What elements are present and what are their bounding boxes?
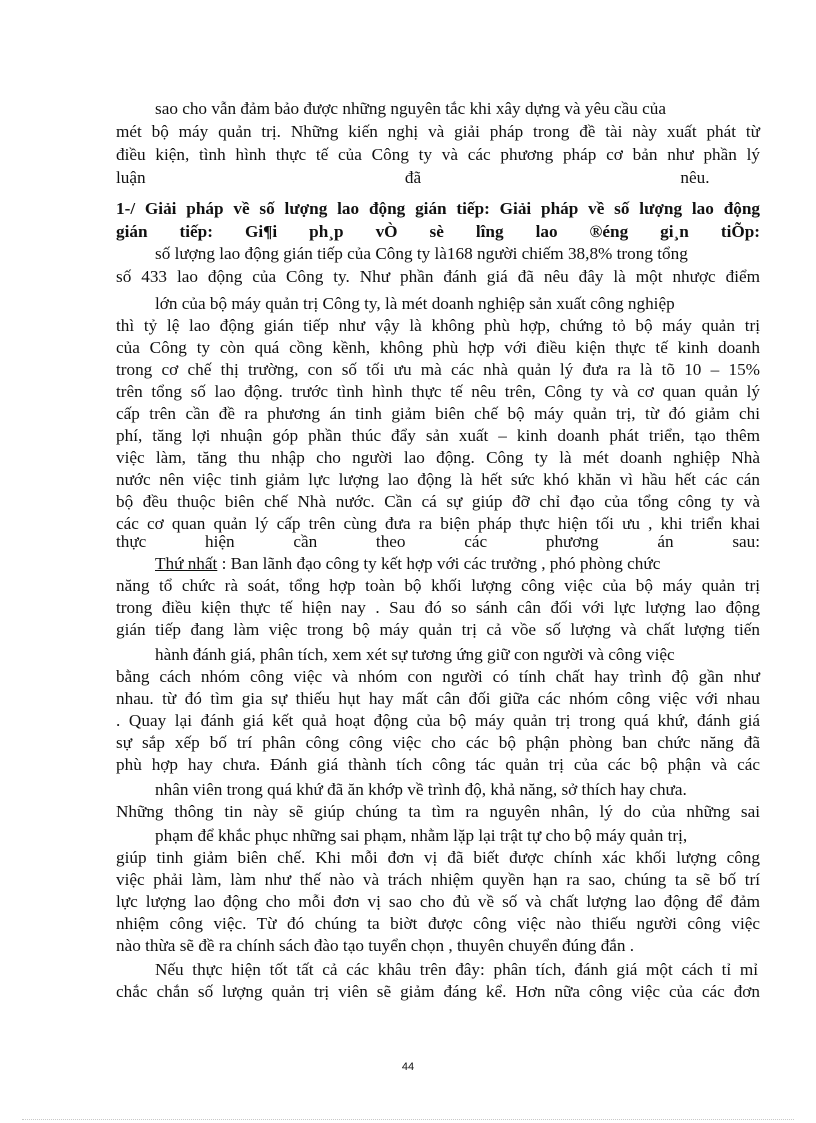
text-line: số 433 lao động của Công ty. Như phần đánh giá đã nêu đây là một nhược điểm: [116, 267, 760, 286]
text-line: . Quay lại đánh giá kết quả hoạt động của bộ máy quản trị trong quá khứ, đánh giá: [116, 711, 760, 730]
text-line: bộ đều thuộc biên chế Nhà nước. Cần cá sự giúp đỡ chỉ đạo của tổng công ty và: [116, 492, 760, 511]
text-line: các cơ quan quản lý cấp trên cùng đưa ra biện pháp thực hiện tối ưu , khi triển khai: [116, 514, 760, 533]
page-bottom-divider: [22, 1119, 794, 1120]
text-line: trên tổng số lao động. trước tình hình thực tế nêu trên, Công ty và cơ quan quản lý: [116, 382, 760, 401]
text-line: việc phải làm, làm như thế nào và trách nhiệm quyền hạn ra sao, chúng ta sẽ bố trí: [116, 870, 760, 889]
text-line: lớn của bộ máy quản trị Công ty, là mét doanh nghiệp sản xuất công nghiệp: [155, 294, 675, 313]
text-line: trong điều kiện thực tế hiện nay . Sau đó so sánh cân đối với lực lượng lao động: [116, 598, 760, 617]
first-item-label: Thứ nhất: [155, 554, 218, 573]
text-line: nước nên việc tinh giảm lực lượng lao động là hết sức khó khăn vì hầu hết các cán: [116, 470, 760, 489]
text-line: nào thừa sẽ đề ra chính sách đào tạo tuyển chọn , thuyên chuyển đúng đắn .: [116, 936, 635, 955]
text-line: nhau. từ đó tìm gia sự thiếu hụt hay mất cân đối giữa các nhóm công việc với nhau: [116, 689, 760, 708]
text-line-content: luận đã nêu.: [116, 168, 710, 187]
text-line: phạm để khắc phục những sai phạm, nhằm lặp lại trật tự cho bộ máy quản trị,: [155, 826, 688, 845]
text-line: giúp tinh giảm biên chế. Khi mỗi đơn vị đã biết được chính xác khối lượng công: [116, 848, 760, 867]
text-line: cấp trên cần đề ra phương án tinh giảm biên chế bộ máy quản trị, từ đó giảm chi: [116, 404, 760, 423]
text-line: Những thông tin này sẽ giúp chúng ta tìm ra nguyên nhân, lý do của những sai: [116, 802, 760, 821]
text-line: nhân viên trong quá khứ đã ăn khớp về trình độ, khả năng, sở thích hay chưa.: [155, 780, 687, 799]
first-item-text: : Ban lãnh đạo công ty kết hợp với các trưởng , phó phòng chức: [217, 554, 661, 573]
text-line: của Công ty còn quá cồng kềnh, không phù hợp với điều kiện thực tế kinh doanh: [116, 338, 760, 357]
text-line: mét bộ máy quản trị. Những kiến nghị và giải pháp trong đề tài này xuất phát từ: [116, 122, 760, 141]
text-line: chắc chắn số lượng quản trị viên sẽ giảm đáng kể. Hơn nữa công việc của các đơn: [116, 982, 760, 1001]
text-line: năng tổ chức rà soát, tổng hợp toàn bộ khối lượng công việc của bộ máy quản trị: [116, 576, 760, 595]
text-line: trong cơ chế thị trường, con số tối ưu mà các nhà quản lý đưa ra là tõ 10 – 15%: [116, 360, 760, 379]
text-line: điều kiện, tình hình thực tế của Công ty và các phương pháp cơ bản như phần lý: [116, 145, 760, 164]
text-line: phù hợp hay chưa. Đánh giá thành tích công tác quản trị của các bộ phận và các: [116, 755, 760, 774]
text-line: [116, 168, 760, 188]
text-line: gián tiếp đang làm việc trong bộ máy quản trị cả vồe số lượng và chất lượng tiến: [116, 620, 760, 639]
text-line: việc làm, tăng thu nhập cho người lao động. Công ty là mét doanh nghiệp Nhà: [116, 448, 760, 467]
page-number: 44: [401, 1061, 415, 1073]
section-heading: 1-/ Giải pháp về số lượng lao động gián tiếp: Giải pháp về số lượng lao động: [116, 199, 760, 218]
text-line: số lượng lao động gián tiếp của Công ty là168 người chiếm 38,8% trong tổng: [155, 244, 688, 263]
section-heading-continued: gián tiếp: Gi¶i ph¸p vÒ sè lîng lao ®éng gi¸n tiÕp:: [116, 222, 760, 241]
text-line: bằng cách nhóm công việc và nhóm con người có tính chất hay trình độ gần như: [116, 667, 760, 686]
text-line: Nếu thực hiện tốt tất cả các khâu trên đây: phân tích, đánh giá một cách tỉ mỉ: [155, 960, 758, 979]
text-line: thì tỷ lệ lao động gián tiếp như vậy là không phù hợp, chứng tỏ bộ máy quản trị: [116, 316, 760, 335]
text-line: sao cho vẫn đảm bảo được những nguyên tắc khi xây dựng và yêu cầu của: [155, 99, 666, 118]
text-line: thực hiện cần theo các phương án sau:: [116, 532, 760, 551]
text-line: hành đánh giá, phân tích, xem xét sự tương ứng giữ con người và công việc: [155, 645, 675, 664]
text-line-first-item: [155, 554, 758, 574]
text-line: sự sắp xếp bố trí phân công công việc cho các bộ phận phòng ban chức năng đã: [116, 733, 760, 752]
text-line: phí, tăng lợi nhuận góp phần thúc đẩy sản xuất – kinh doanh phát triển, tạo thêm: [116, 426, 760, 445]
text-line: lực lượng lao động cho mỗi đơn vị sao cho đủ về số và chất lượng lao động để đảm: [116, 892, 760, 911]
text-line: nhiệm công việc. Từ đó chúng ta biờt được công việc nào thiếu người công việc: [116, 914, 760, 933]
